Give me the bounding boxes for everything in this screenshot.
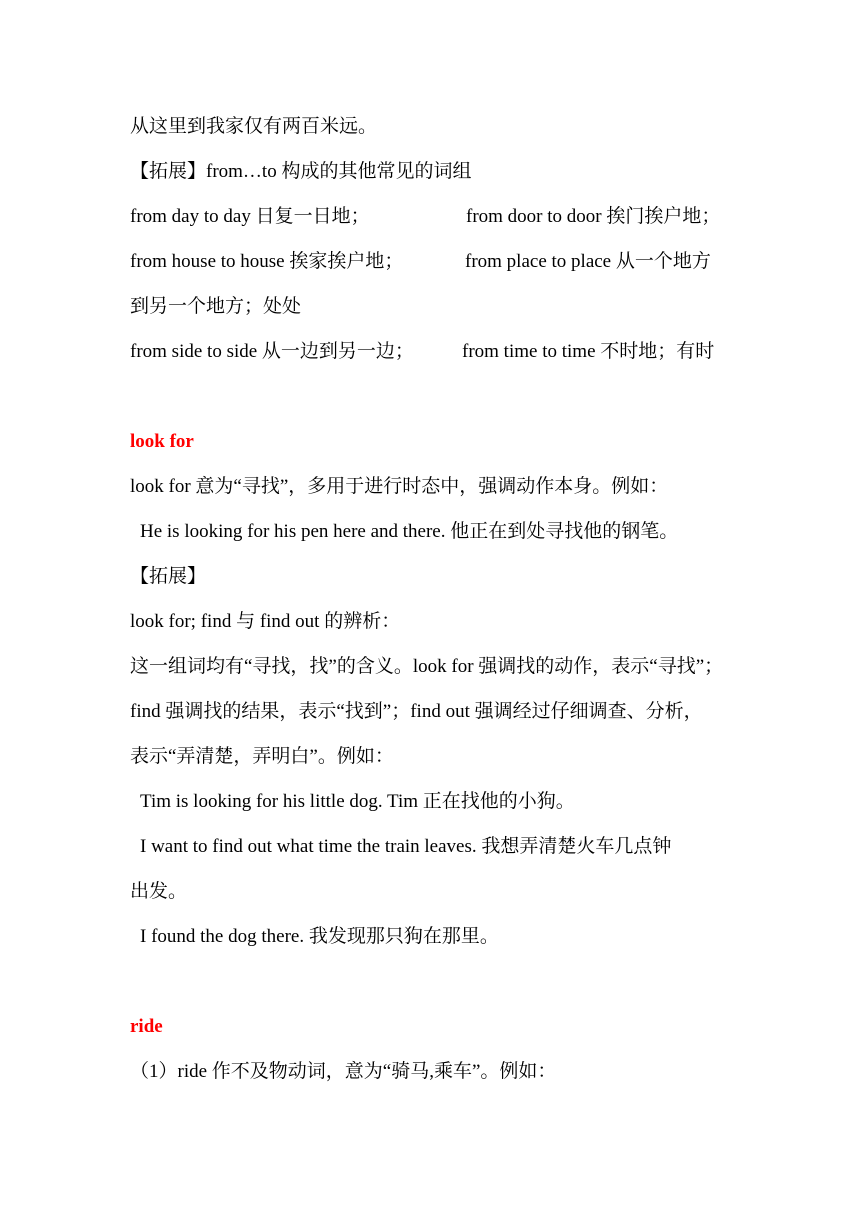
phrase-from-place-to-place: from place to place 从一个地方 bbox=[465, 251, 711, 272]
section-heading-look-for: look for bbox=[130, 431, 194, 452]
comparison-title: look for; find 与 find out 的辨析： bbox=[130, 611, 401, 632]
definition-text: look for 意为“寻找”，多用于进行时态中，强调动作本身。例如： bbox=[130, 476, 669, 497]
phrase-from-day-to-day: from day to day 日复一日地； bbox=[130, 206, 370, 227]
extension-label: 【拓展】 bbox=[130, 566, 207, 587]
phrase-from-time-to-time: from time to time 不时地；有时 bbox=[462, 341, 715, 362]
example-sentence: I found the dog there. 我发现那只狗在那里。 bbox=[140, 926, 499, 947]
example-sentence: I want to find out what time the train leaves. 我想弄清楚火车几点钟 bbox=[140, 836, 672, 857]
phrase-row bbox=[130, 205, 721, 229]
phrase-continuation: 到另一个地方；处处 bbox=[130, 296, 302, 317]
phrase-from-house-to-house: from house to house 挨家挨户地； bbox=[130, 251, 404, 272]
phrase-from-door-to-door: from door to door 挨门挨户地； bbox=[466, 206, 721, 227]
comparison-text: 这一组词均有“寻找，找”的含义。look for 强调找的动作，表示“寻找”； bbox=[130, 656, 724, 677]
definition-text: （1）ride 作不及物动词，意为“骑马,乘车”。例如： bbox=[130, 1061, 557, 1082]
example-sentence: Tim is looking for his little dog. Tim 正在找他的小狗。 bbox=[140, 791, 575, 812]
phrase-row bbox=[130, 250, 711, 274]
extension-title: 【拓展】from…to 构成的其他常见的词组 bbox=[130, 161, 472, 182]
comparison-text: 表示“弄清楚，弄明白”。例如： bbox=[130, 746, 394, 767]
example-continuation: 出发。 bbox=[130, 881, 188, 902]
comparison-text: find 强调找的结果，表示“找到”；find out 强调经过仔细调查、分析， bbox=[130, 701, 703, 722]
phrase-row bbox=[130, 340, 715, 364]
example-sentence: He is looking for his pen here and there. 他正在到处寻找他的钢笔。 bbox=[140, 521, 679, 542]
text-line: 从这里到我家仅有两百米远。 bbox=[130, 116, 378, 137]
section-heading-ride: ride bbox=[130, 1016, 163, 1037]
phrase-from-side-to-side: from side to side 从一边到另一边； bbox=[130, 341, 414, 362]
